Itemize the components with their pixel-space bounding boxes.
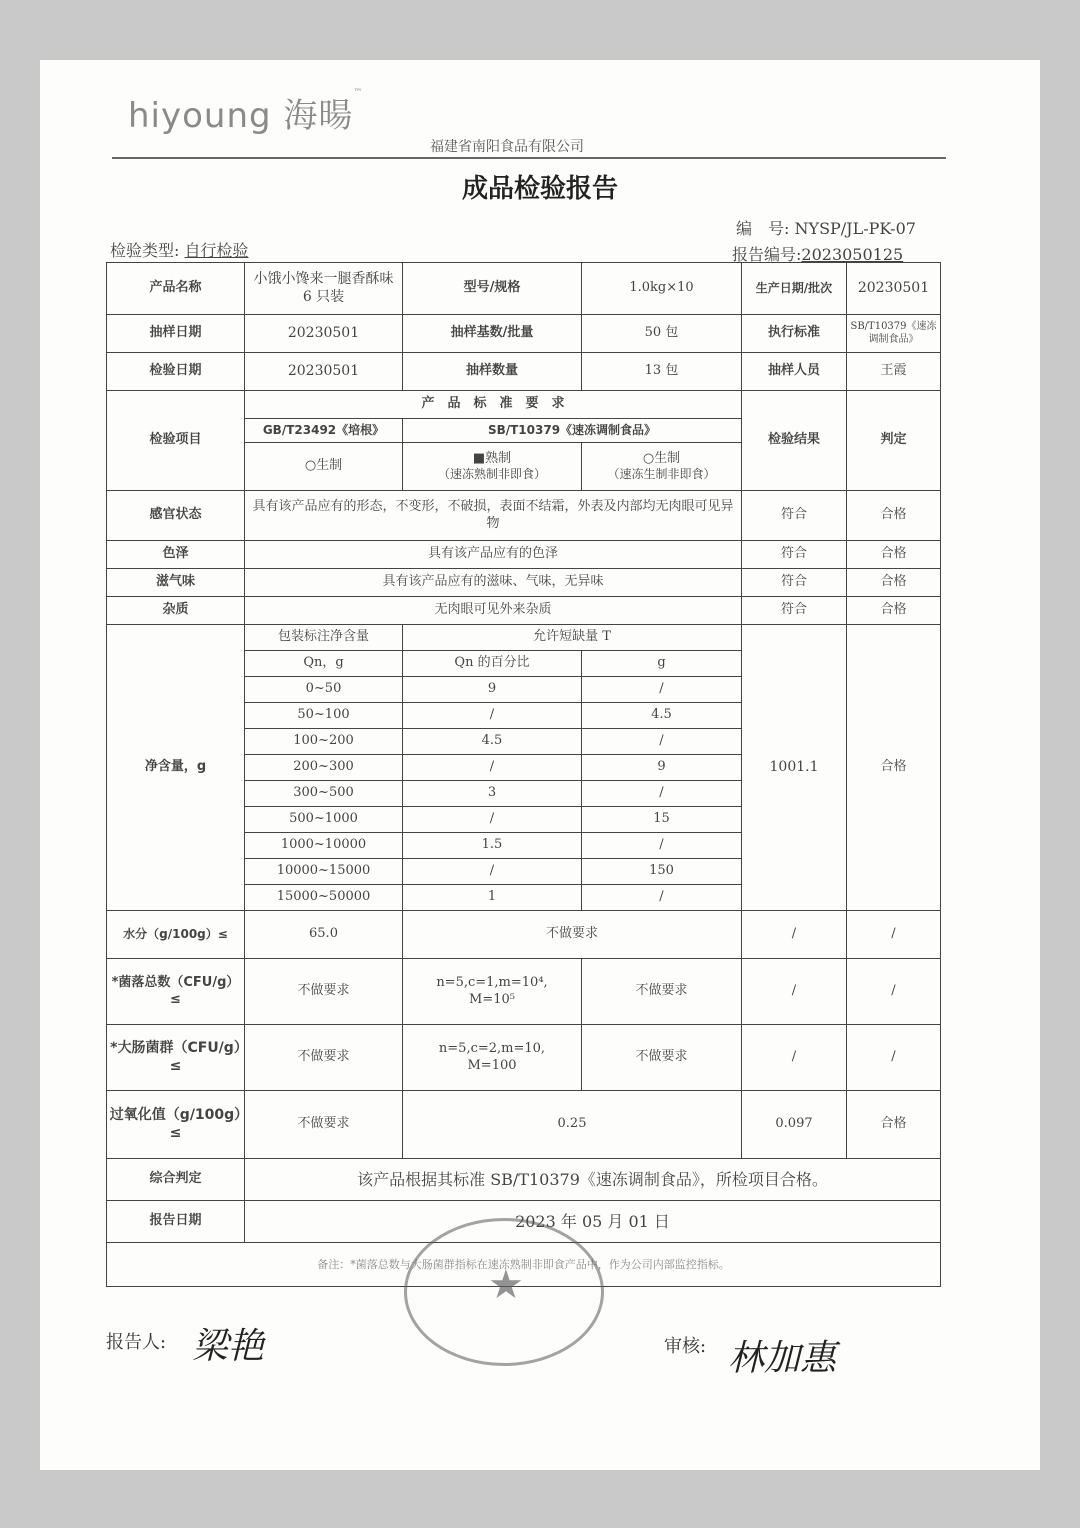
inspect-type-label: 检验类型: (110, 241, 180, 260)
net-pct: / (403, 755, 582, 781)
taste-row (107, 569, 941, 597)
summary-label: 综合判定 (107, 1159, 245, 1201)
coliform-v1: 不做要求 (245, 1025, 403, 1091)
colony-v2 (403, 959, 582, 1025)
coliform-result: / (742, 1025, 847, 1091)
colony-v2a: n=5,c=1,m=10⁴, (436, 975, 548, 991)
spec-label: 型号/规格 (403, 263, 582, 315)
summary-row (107, 1159, 941, 1201)
colony-row (107, 959, 941, 1025)
colony-result: / (742, 959, 847, 1025)
peroxide-result: 0.097 (742, 1091, 847, 1159)
report-table (106, 262, 941, 1287)
color-item: 色泽 (107, 541, 245, 569)
net-g: / (582, 885, 742, 911)
sensory-row (107, 491, 941, 541)
net-col2a: Qn 的百分比 (403, 651, 582, 677)
doc-number-value: NYSP/JL-PK-07 (794, 219, 916, 238)
net-range: 10000~15000 (245, 859, 403, 885)
moisture-v1: 65.0 (245, 911, 403, 959)
net-g: / (582, 729, 742, 755)
net-range: 300~500 (245, 781, 403, 807)
coliform-v2b: M=100 (467, 1057, 517, 1073)
net-result: 1001.1 (742, 625, 847, 911)
sample-base-label: 抽样基数/批量 (403, 315, 582, 353)
net-pct: 9 (403, 677, 582, 703)
standard-sb: SB/T10379《速冻调制食品》 (403, 419, 742, 443)
raw-option-sb (582, 443, 742, 491)
result-label: 检验结果 (742, 391, 847, 491)
prod-date-value: 20230501 (847, 263, 941, 315)
net-pct: 3 (403, 781, 582, 807)
net-pct: 1 (403, 885, 582, 911)
color-req: 具有该产品应有的色泽 (245, 541, 742, 569)
sample-base-value: 50 包 (582, 315, 742, 353)
cooked-note: （速冻熟制非即食） (437, 467, 546, 482)
colony-v2b: M=10⁵ (469, 991, 515, 1007)
sample-qty-label: 抽样数量 (403, 353, 582, 391)
net-range: 50~100 (245, 703, 403, 729)
sampler-value: 王霞 (847, 353, 941, 391)
inspect-date-label: 检验日期 (107, 353, 245, 391)
impurity-row (107, 597, 941, 625)
prod-date-label: 生产日期/批次 (742, 263, 847, 315)
sensory-result: 符合 (742, 491, 847, 541)
logo-tm: ™ (353, 88, 364, 98)
reporter-label: 报告人: (106, 1332, 167, 1353)
impurity-judge: 合格 (847, 597, 941, 625)
peroxide-judge: 合格 (847, 1091, 941, 1159)
doc-number (736, 216, 916, 239)
cooked-label: ■熟制 (472, 450, 512, 466)
inspect-date-value: 20230501 (245, 353, 403, 391)
taste-result: 符合 (742, 569, 847, 597)
standard-req-label: 产 品 标 准 要 求 (245, 391, 742, 419)
header-divider (112, 157, 946, 159)
inspect-type (110, 238, 249, 261)
net-g: / (582, 833, 742, 859)
net-g: 150 (582, 859, 742, 885)
color-result: 符合 (742, 541, 847, 569)
coliform-row (107, 1025, 941, 1091)
spec-value: 1.0kg×10 (582, 263, 742, 315)
color-judge: 合格 (847, 541, 941, 569)
net-g: 4.5 (582, 703, 742, 729)
logo-text: hiyoung 海暘 (128, 96, 354, 136)
net-col2: 允许短缺量 T (403, 625, 742, 651)
peroxide-v2: 0.25 (403, 1091, 742, 1159)
colony-v3: 不做要求 (582, 959, 742, 1025)
note-text: 备注：*菌落总数与大肠菌群指标在速冻熟制非即食产品中，作为公司内部监控指标。 (107, 1243, 941, 1287)
sensory-judge: 合格 (847, 491, 941, 541)
moisture-result: / (742, 911, 847, 959)
net-pct: 1.5 (403, 833, 582, 859)
coliform-item: *大肠菌群（CFU/g）≤ (107, 1025, 245, 1091)
coliform-v2a: n=5,c=2,m=10, (438, 1041, 546, 1057)
report-date-label: 报告日期 (107, 1201, 245, 1243)
net-pct: / (403, 807, 582, 833)
sensory-req: 具有该产品应有的形态，不变形，不破损，表面不结霜，外表及内部均无肉眼可见异物 (245, 491, 742, 541)
reporter-signature: 梁艳 (192, 1326, 265, 1367)
judge-label: 判定 (847, 391, 941, 491)
report-date-value: 2023 年 05 月 01 日 (245, 1201, 941, 1243)
standard-value: SB/T10379《速冻调制食品》 (847, 315, 941, 353)
colony-judge: / (847, 959, 941, 1025)
standard-label: 执行标准 (742, 315, 847, 353)
raw-option-gb: ○生制 (245, 443, 403, 491)
net-pct: / (403, 859, 582, 885)
info-row-2 (107, 315, 941, 353)
coliform-judge: / (847, 1025, 941, 1091)
inspect-type-value: 自行检验 (184, 241, 249, 260)
company-name: 福建省南阳食品有限公司 (430, 139, 584, 155)
net-col2b: g (582, 651, 742, 677)
sensory-item: 感官状态 (107, 491, 245, 541)
peroxide-item: 过氧化值（g/100g）≤ (107, 1091, 245, 1159)
peroxide-v1: 不做要求 (245, 1091, 403, 1159)
report-title: 成品检验报告 (461, 174, 618, 204)
company-logo (128, 88, 363, 137)
moisture-row (107, 911, 941, 959)
net-head-row-1 (107, 625, 941, 651)
moisture-v2: 不做要求 (403, 911, 742, 959)
net-range: 100~200 (245, 729, 403, 755)
net-range: 15000~50000 (245, 885, 403, 911)
reviewer-label: 审核: (664, 1336, 707, 1357)
seal-star-icon: ★ (488, 1262, 524, 1308)
net-range: 500~1000 (245, 807, 403, 833)
peroxide-row (107, 1091, 941, 1159)
raw-note: （速冻生制非即食） (607, 467, 716, 482)
impurity-req: 无肉眼可见外来杂质 (245, 597, 742, 625)
coliform-v2 (403, 1025, 582, 1091)
raw-label: ○生制 (642, 450, 681, 466)
color-row (107, 541, 941, 569)
net-pct: 4.5 (403, 729, 582, 755)
net-range: 1000~10000 (245, 833, 403, 859)
net-judge: 合格 (847, 625, 941, 911)
net-g: 15 (582, 807, 742, 833)
net-col1b: Qn，g (245, 651, 403, 677)
taste-item: 滋气味 (107, 569, 245, 597)
net-range: 0~50 (245, 677, 403, 703)
reviewer-signature: 林加惠 (728, 1338, 837, 1379)
info-row-3 (107, 353, 941, 391)
taste-judge: 合格 (847, 569, 941, 597)
sampler-label: 抽样人员 (742, 353, 847, 391)
product-name-value: 小饿小馋来一腿香酥味 6 只装 (245, 263, 403, 315)
standard-gb: GB/T23492《培根》 (245, 419, 403, 443)
report-number-value: 2023050125 (801, 245, 904, 264)
standards-head-row-1 (107, 391, 941, 419)
info-row-1 (107, 263, 941, 315)
coliform-v3: 不做要求 (582, 1025, 742, 1091)
colony-item: *菌落总数（CFU/g）≤ (107, 959, 245, 1025)
doc-number-label: 编 号: (736, 219, 790, 238)
report-number-label: 报告编号: (732, 245, 802, 264)
product-name-label: 产品名称 (107, 263, 245, 315)
moisture-judge: / (847, 911, 941, 959)
net-g: / (582, 677, 742, 703)
summary-text: 该产品根据其标准 SB/T10379《速冻调制食品》，所检项目合格。 (245, 1159, 941, 1201)
impurity-result: 符合 (742, 597, 847, 625)
net-item: 净含量，g (107, 625, 245, 911)
sample-date-value: 20230501 (245, 315, 403, 353)
sample-date-label: 抽样日期 (107, 315, 245, 353)
net-pct: / (403, 703, 582, 729)
taste-req: 具有该产品应有的滋味、气味，无异味 (245, 569, 742, 597)
net-g: 9 (582, 755, 742, 781)
impurity-item: 杂质 (107, 597, 245, 625)
colony-v1: 不做要求 (245, 959, 403, 1025)
sample-qty-value: 13 包 (582, 353, 742, 391)
net-col1: 包装标注净含量 (245, 625, 403, 651)
net-g: / (582, 781, 742, 807)
inspect-item-label: 检验项目 (107, 391, 245, 491)
moisture-item: 水分（g/100g）≤ (107, 911, 245, 959)
cooked-option (403, 443, 582, 491)
net-range: 200~300 (245, 755, 403, 781)
